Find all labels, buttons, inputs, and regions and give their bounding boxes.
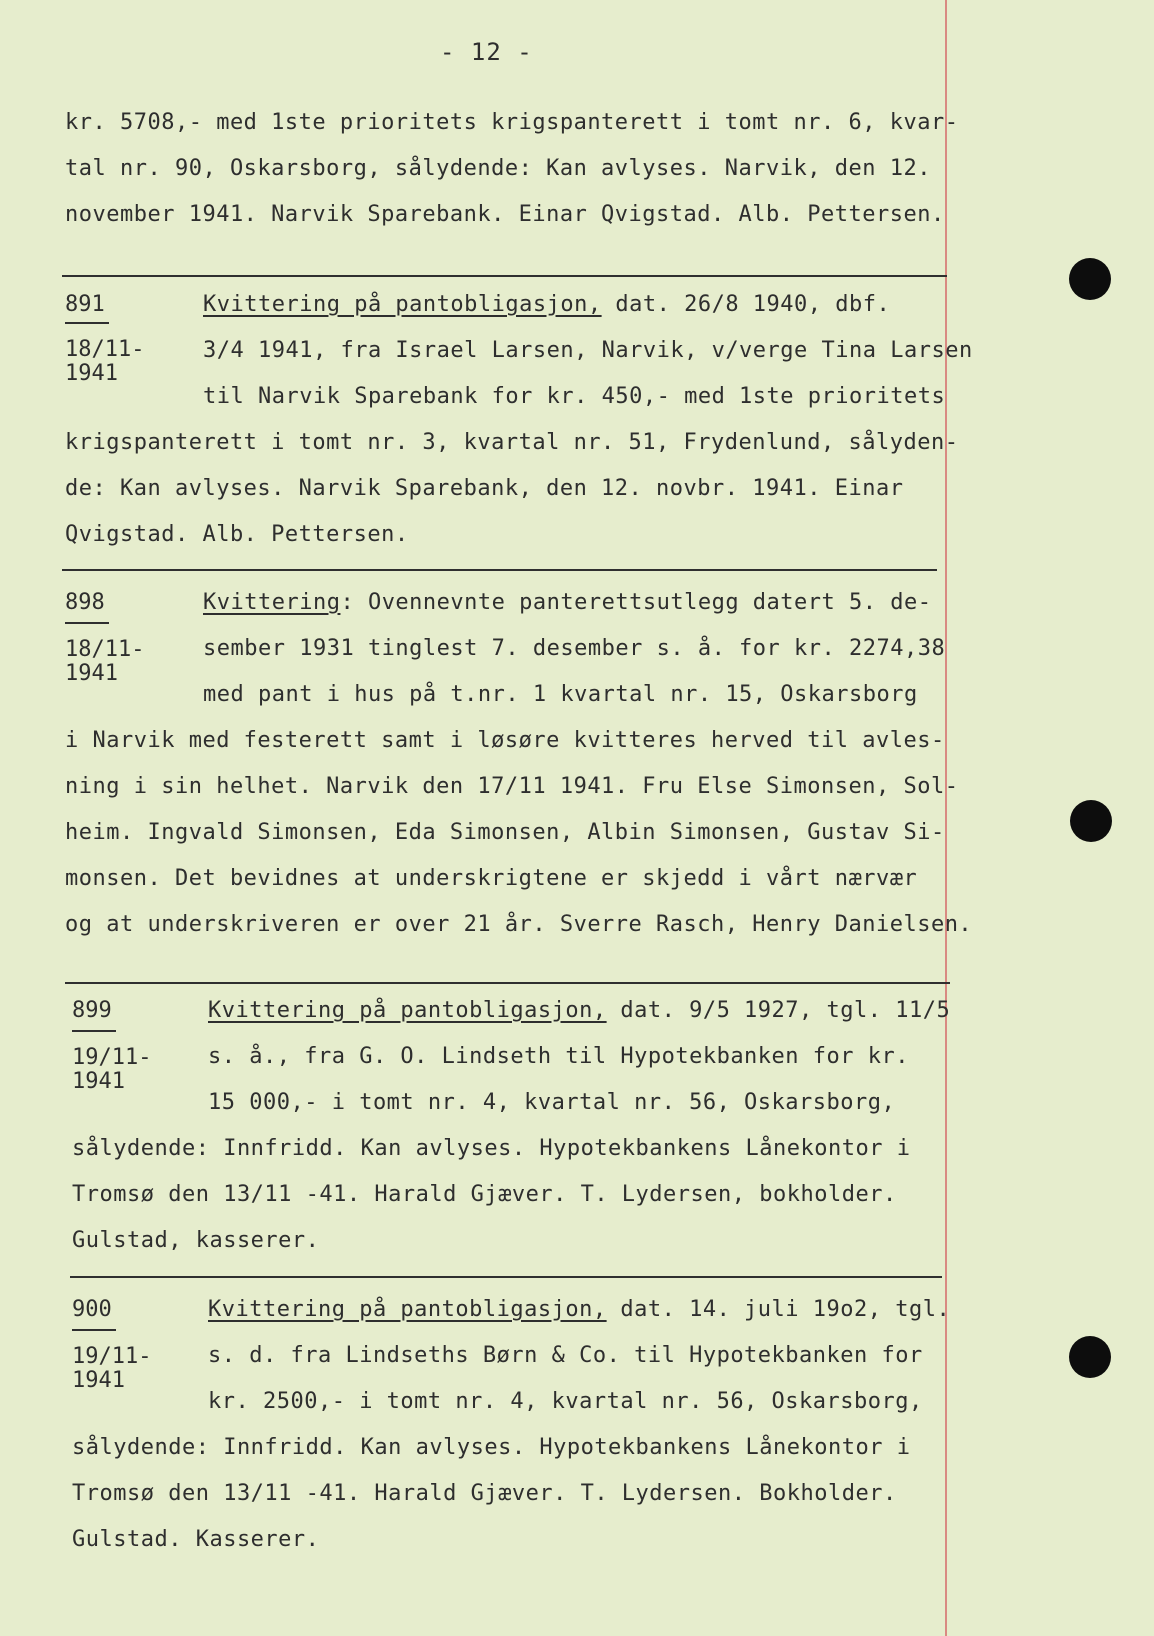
entry-first-line — [208, 998, 950, 1023]
section-divider — [65, 982, 950, 984]
entry-line: Tromsø den 13/11 -41. Harald Gjæver. T. Lydersen, bokholder. — [72, 1182, 897, 1207]
entry-line: de: Kan avlyses. Narvik Sparebank, den 12. novbr. 1941. Einar — [65, 476, 904, 501]
section-divider — [62, 275, 947, 277]
entry-line: heim. Ingvald Simonsen, Eda Simonsen, Albin Simonsen, Gustav Si- — [65, 820, 945, 845]
entry-first-rest: : Ovennevnte panterettsutlegg datert 5. de- — [340, 590, 932, 615]
entry-date-line: 1941 — [65, 661, 118, 686]
section-divider — [62, 569, 937, 571]
entry-date-line: 19/11- — [72, 1045, 152, 1070]
entry-line: Tromsø den 13/11 -41. Harald Gjæver. T. Lydersen. Bokholder. — [72, 1481, 897, 1506]
entry-date — [72, 1046, 151, 1094]
entry-heading: Kvittering på pantobligasjon, — [208, 998, 607, 1023]
entry-date-line: 18/11- — [65, 337, 145, 362]
entry-first-line — [203, 590, 932, 615]
entry-line: Gulstad, kasserer. — [72, 1228, 320, 1253]
entry-number: 891 — [65, 292, 105, 317]
entry-date-line: 18/11- — [65, 637, 145, 662]
red-margin-line — [945, 0, 947, 1636]
punch-hole — [1070, 800, 1112, 842]
intro-line: kr. 5708,- med 1ste prioritets krigspanterett i tomt nr. 6, kvar- — [65, 110, 959, 135]
entry-line: og at underskriveren er over 21 år. Sverre Rasch, Henry Danielsen. — [65, 912, 973, 937]
entry-number-underline — [65, 322, 109, 324]
entry-date-line: 1941 — [72, 1368, 125, 1393]
entry-line: kr. 2500,- i tomt nr. 4, kvartal nr. 56, Oskarsborg, — [208, 1389, 923, 1414]
entry-line: monsen. Det bevidnes at underskrigtene er skjedd i vårt nærvær — [65, 866, 918, 891]
section-divider — [70, 1276, 942, 1278]
entry-first-rest: dat. 26/8 1940, dbf. — [601, 292, 891, 317]
entry-line: i Narvik med festerett samt i løsøre kvitteres herved til avles- — [65, 728, 945, 753]
entry-first-rest: dat. 14. juli 19o2, tgl. — [606, 1297, 951, 1322]
entry-number-underline — [72, 1030, 116, 1032]
entry-first-rest: dat. 9/5 1927, tgl. 11/5 — [606, 998, 951, 1023]
punch-hole — [1069, 258, 1111, 300]
entry-date — [72, 1345, 151, 1393]
intro-line: tal nr. 90, Oskarsborg, sålydende: Kan avlyses. Narvik, den 12. — [65, 156, 931, 181]
entry-line: sålydende: Innfridd. Kan avlyses. Hypotekbankens Lånekontor i — [72, 1435, 911, 1460]
punch-hole — [1069, 1336, 1111, 1378]
entry-number-underline — [72, 1329, 116, 1331]
entry-line: ning i sin helhet. Narvik den 17/11 1941. Fru Else Simonsen, Sol- — [65, 774, 959, 799]
entry-line: s. å., fra G. O. Lindseth til Hypotekbanken for kr. — [208, 1044, 910, 1069]
entry-line: Qvigstad. Alb. Pettersen. — [65, 522, 409, 547]
entry-line: 3/4 1941, fra Israel Larsen, Narvik, v/verge Tina Larsen — [203, 338, 973, 363]
entry-line: sember 1931 tinglest 7. desember s. å. for kr. 2274,38 — [203, 636, 946, 661]
entry-line: med pant i hus på t.nr. 1 kvartal nr. 15, Oskarsborg — [203, 682, 918, 707]
entry-number: 898 — [65, 590, 105, 615]
entry-date-line: 19/11- — [72, 1344, 152, 1369]
entry-number-underline — [65, 622, 109, 624]
intro-line: november 1941. Narvik Sparebank. Einar Qvigstad. Alb. Pettersen. — [65, 202, 945, 227]
entry-number: 899 — [72, 998, 112, 1023]
page-number: - 12 - — [440, 38, 533, 66]
entry-first-line — [208, 1297, 950, 1322]
entry-heading: Kvittering på pantobligasjon, — [203, 292, 602, 317]
entry-line: Gulstad. Kasserer. — [72, 1527, 320, 1552]
entry-number: 900 — [72, 1297, 112, 1322]
entry-line: 15 000,- i tomt nr. 4, kvartal nr. 56, Oskarsborg, — [208, 1090, 896, 1115]
entry-date-line: 1941 — [65, 361, 118, 386]
entry-line: s. d. fra Lindseths Børn & Co. til Hypotekbanken for — [208, 1343, 923, 1368]
entry-date — [65, 638, 144, 686]
entry-date — [65, 338, 144, 386]
entry-line: krigspanterett i tomt nr. 3, kvartal nr. 51, Frydenlund, sålyden- — [65, 430, 959, 455]
entry-line: til Narvik Sparebank for kr. 450,- med 1ste prioritets — [203, 384, 946, 409]
entry-heading: Kvittering på pantobligasjon, — [208, 1297, 607, 1322]
entry-date-line: 1941 — [72, 1069, 125, 1094]
entry-heading: Kvittering — [203, 590, 341, 615]
entry-line: sålydende: Innfridd. Kan avlyses. Hypotekbankens Lånekontor i — [72, 1136, 911, 1161]
entry-first-line — [203, 292, 890, 317]
